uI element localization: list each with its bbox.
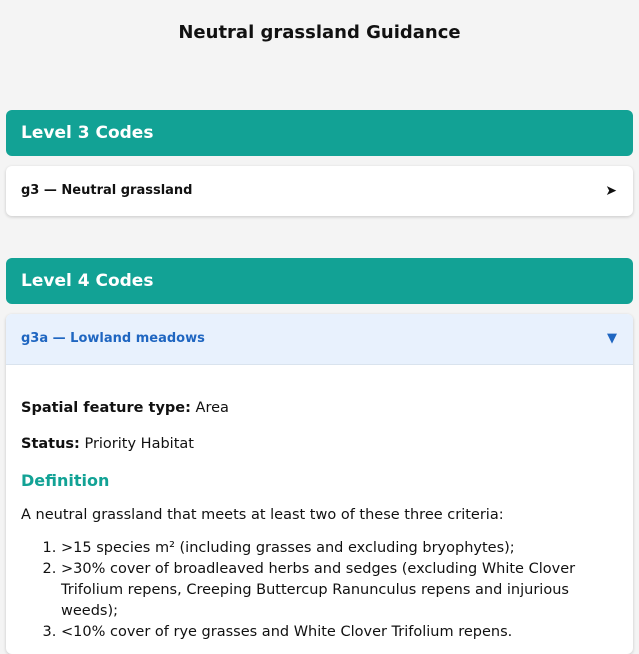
status-label: Status: [21,436,80,452]
level3-code-card[interactable] [6,166,633,216]
level4-code-card [6,314,633,654]
chevron-down-icon[interactable]: ▼ [607,331,617,346]
arrow-right-icon[interactable]: ➤ [605,183,617,199]
definition-heading: Definition [21,471,110,490]
status-value: Priority Habitat [84,436,194,452]
definition-intro: A neutral grassland that meets at least two of these three criteria: [21,507,504,523]
level4-section-header: Level 4 Codes [6,258,633,304]
criteria-item: 3. <10% cover of rye grasses and White Clover Trifolium repens. [61,622,618,643]
code-row-g3a[interactable] [6,314,633,365]
criteria-item: 1. >15 species m² (including grasses and excluding bryophytes); [61,538,618,559]
level3-section-header: Level 3 Codes [6,110,633,156]
code-label: g3 — Neutral grassland [21,183,193,198]
code-label: g3a — Lowland meadows [21,331,205,346]
spatial-feature-type [21,398,618,419]
criteria-item: 2. >30% cover of broadleaved herbs and sedges (excluding White Clover Trifolium repens, Creeping Buttercup Ranunculus repens and injurious weeds); [61,559,618,622]
criteria-list [21,538,618,643]
code-detail-panel [6,365,633,643]
code-row-g3[interactable] [6,166,633,216]
spatial-feature-label: Spatial feature type: [21,400,191,416]
spatial-feature-value: Area [195,400,229,416]
page-title: Neutral grassland Guidance [178,22,461,43]
status [21,434,618,455]
